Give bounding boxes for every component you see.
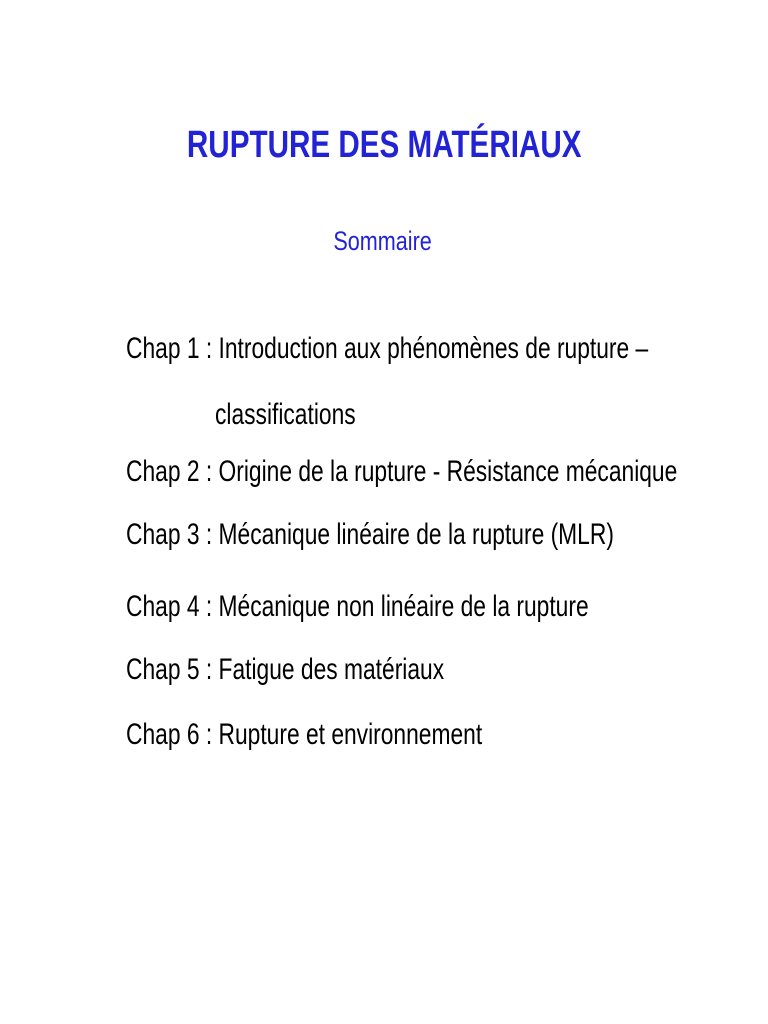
document-subtitle: Sommaire (333, 226, 432, 256)
toc-chapter-5: Chap 5 : Fatigue des matériaux (126, 653, 445, 686)
document-title: RUPTURE DES MATÉRIAUX (186, 124, 582, 166)
toc-chapter-2: Chap 2 : Origine de la rupture - Résistance mécanique (126, 455, 678, 488)
toc-chapter-4: Chap 4 : Mécanique non linéaire de la rupture (126, 590, 589, 623)
toc-chapter-1-continuation: classifications (215, 398, 356, 431)
toc-chapter-1: Chap 1 : Introduction aux phénomènes de rupture – (126, 332, 649, 365)
toc-chapter-3: Chap 3 : Mécanique linéaire de la rupture (MLR) (126, 518, 614, 551)
toc-chapter-6: Chap 6 : Rupture et environnement (126, 718, 483, 751)
